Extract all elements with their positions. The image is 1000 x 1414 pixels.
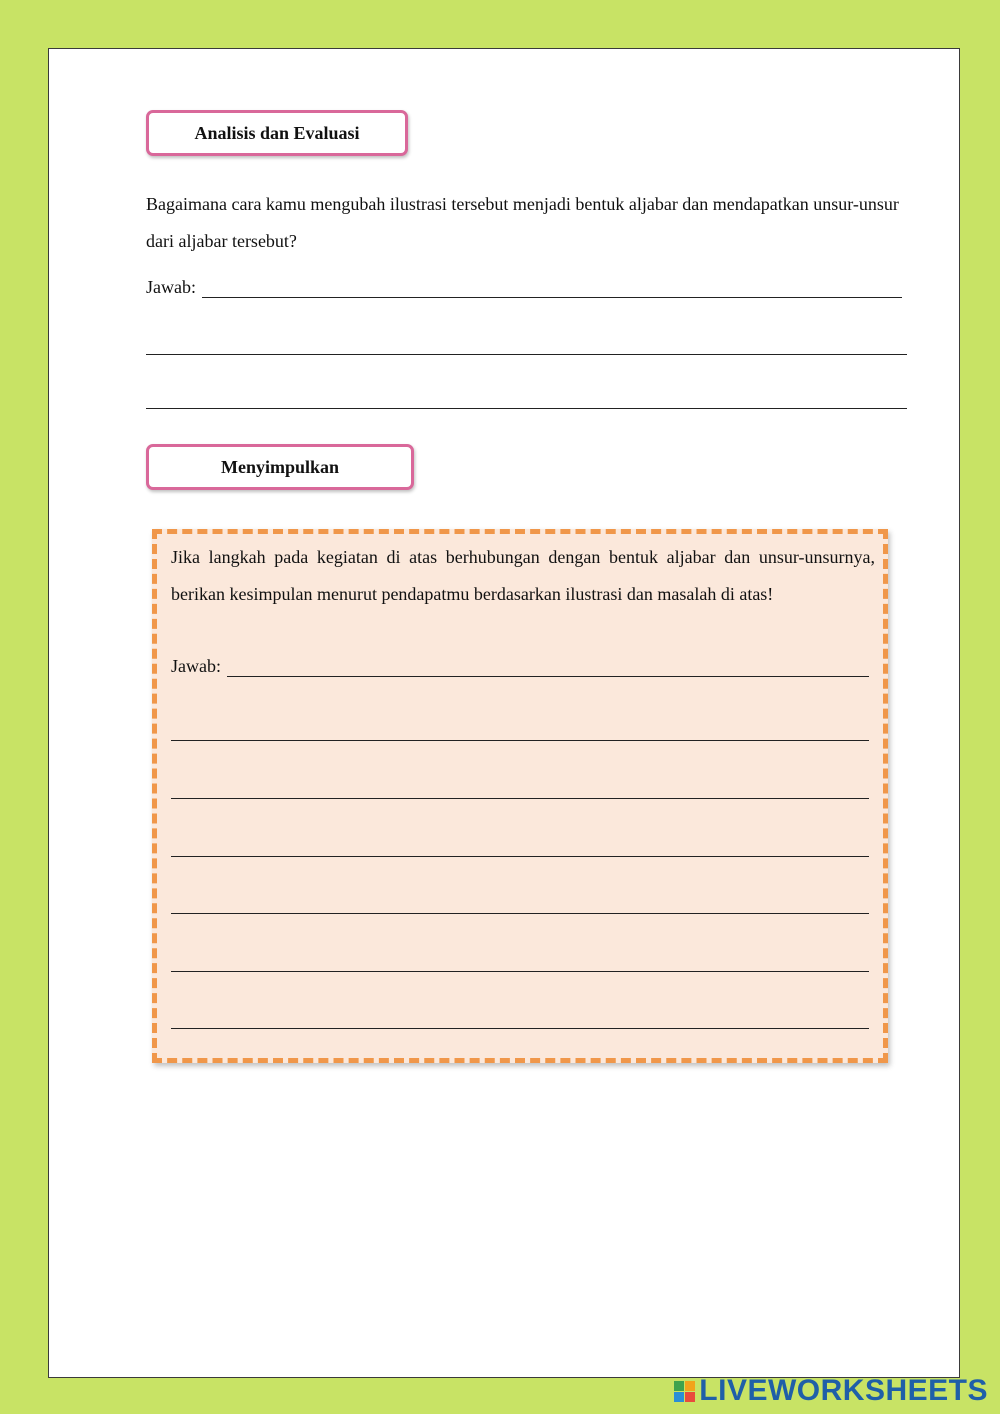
logo-square [685, 1392, 695, 1402]
logo-text: LIVEWORKSHEETS [699, 1374, 988, 1407]
section-title-menyimpulkan [146, 444, 414, 490]
section-title-analisis [146, 110, 408, 156]
conclusion-input-7[interactable] [171, 1006, 869, 1029]
section-title-text: Menyimpulkan [220, 456, 340, 477]
answer-input-3[interactable] [146, 386, 907, 409]
conclusion-answer-row-1 [171, 654, 869, 677]
conclusion-answer-row-5 [171, 891, 869, 914]
answer-row-3 [146, 386, 907, 409]
conclusion-input-2[interactable] [171, 718, 869, 741]
answer-label: Jawab: [146, 277, 196, 297]
conclusion-input-4[interactable] [171, 834, 869, 857]
conclusion-answer-row-2 [171, 718, 869, 741]
conclusion-answer-row-7 [171, 1006, 869, 1029]
conclusion-answer-row-3 [171, 776, 869, 799]
section-title-text: Analisis dan Evaluasi [194, 122, 360, 143]
answer-input-1[interactable] [202, 275, 902, 298]
conclusion-input-3[interactable] [171, 776, 869, 799]
logo-icon [674, 1381, 695, 1402]
answer-input-2[interactable] [146, 332, 907, 355]
conclusion-input-1[interactable] [227, 654, 869, 677]
conclusion-input-6[interactable] [171, 949, 869, 972]
answer-label: Jawab: [171, 656, 221, 676]
conclusion-answer-row-4 [171, 834, 869, 857]
logo-square [674, 1392, 684, 1402]
conclusion-input-5[interactable] [171, 891, 869, 914]
conclusion-prompt: Jika langkah pada kegiatan di atas berhubungan dengan bentuk aljabar dan unsur-unsurnya, berikan kesimpulan menurut pendapatmu berdasarkan ilustrasi dan masalah di atas! [171, 547, 875, 604]
logo-square [674, 1381, 684, 1391]
logo-square [685, 1381, 695, 1391]
conclusion-answer-row-6 [171, 949, 869, 972]
answer-row-1 [146, 275, 902, 298]
question-text: Bagaimana cara kamu mengubah ilustrasi tersebut menjadi bentuk aljabar dan mendapatkan unsur-unsur dari aljabar tersebut? [146, 194, 899, 251]
conclusion-box [152, 529, 888, 1063]
worksheet-page [48, 48, 960, 1378]
answer-row-2 [146, 332, 907, 355]
liveworksheets-logo [674, 1374, 988, 1408]
